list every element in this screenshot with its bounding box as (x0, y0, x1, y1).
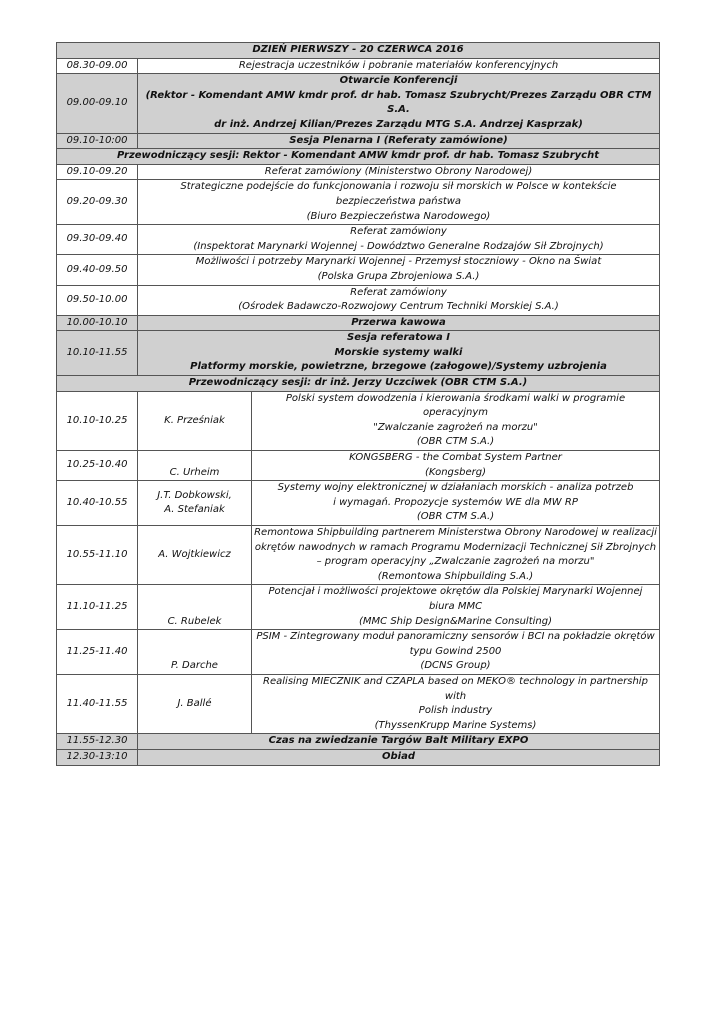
topic-line: typu Gowind 2500 (409, 645, 502, 657)
topic-line: Obiad (382, 750, 415, 762)
time-cell: 12.30-13:10 (57, 749, 138, 765)
time-cell: 11.10-11.25 (57, 585, 138, 630)
talk-row (57, 451, 660, 481)
talk-row (57, 526, 660, 585)
day-title: DZIEŃ PIERWSZY - 20 CZERWCA 2016 (57, 43, 660, 59)
topic-line: (Inspektorat Marynarki Wojennej - Dowództwo Generalne Rodzajów Sił Zbrojnych) (193, 240, 604, 252)
topic-line: biura MMC (428, 600, 483, 612)
time-cell: 10.40-10.55 (57, 481, 138, 526)
topic-line: Realising MIECZNIK and CZAPLA based on MEKO® technology in partnership with (263, 675, 648, 702)
topic-line: (ThyssenKrupp Marine Systems) (374, 719, 537, 731)
topic-line: Referat zamówiony (Ministerstwo Obrony Narodowej) (264, 165, 533, 177)
time-cell: 09.20-09.30 (57, 180, 138, 225)
schedule-row (57, 58, 660, 74)
topic-cell (138, 225, 660, 255)
session-chair: Przewodniczący sesji: dr inż. Jerzy Uczciwek (OBR CTM S.A.) (57, 376, 660, 392)
schedule-row (57, 285, 660, 315)
topic-line: KONGSBERG - the Combat System Partner (349, 452, 562, 464)
time-cell: 09.10-09.20 (57, 164, 138, 180)
topic-line: Możliwości i potrzeby Marynarki Wojennej - Przemysł stoczniowy - Okno na Świat (195, 256, 602, 268)
author-cell: C. Rubelek (138, 585, 252, 630)
schedule-row (57, 255, 660, 285)
topic-line: (Rektor - Komendant AMW kmdr prof. dr hab. Tomasz Szubrycht/Prezes Zarządu OBR CTM S.A. (145, 89, 652, 116)
topic-line: (Ośrodek Badawczo-Rozwojowy Centrum Techniki Morskiej S.A.) (238, 301, 559, 313)
topic-line: Polish industry (418, 705, 493, 717)
session-row (57, 331, 660, 376)
topic-line: Sesja referatowa I (347, 332, 450, 344)
topic-line: Czas na zwiedzanie Targów Balt Military EXPO (268, 735, 529, 747)
topic-cell (138, 164, 660, 180)
topic-line: Platformy morskie, powietrzne, brzegowe (załogowe)/Systemy uzbrojenia (190, 361, 607, 373)
topic-line: Strategiczne podejście do funkcjonowania i rozwoju sił morskich w Polsce w kontekście (180, 181, 617, 193)
talk-row (57, 391, 660, 450)
topic-line: i wymagań. Propozycje systemów WE dla MW RP (333, 496, 578, 508)
topic-cell (252, 391, 660, 450)
time-cell: 09.10-10:00 (57, 133, 138, 149)
topic-cell (252, 585, 660, 630)
topic-line: (OBR CTM S.A.) (416, 436, 495, 448)
topic-cell (138, 315, 660, 331)
time-cell: 09.00-09.10 (57, 74, 138, 133)
time-cell: 09.50-10.00 (57, 285, 138, 315)
schedule-row (57, 180, 660, 225)
topic-cell (252, 481, 660, 526)
talk-row (57, 585, 660, 630)
topic-line: Sesja Plenarna I (Referaty zamówione) (289, 134, 508, 146)
opening-row (57, 74, 660, 133)
session-row (57, 133, 660, 149)
time-cell: 10.10-11.55 (57, 331, 138, 376)
author-cell: A. Wojtkiewicz (138, 526, 252, 585)
topic-cell (138, 180, 660, 225)
topic-cell (138, 74, 660, 133)
author-cell: C. Urheim (138, 451, 252, 481)
time-cell: 10.25-10.40 (57, 451, 138, 481)
chair-row (57, 376, 660, 392)
schedule-row (57, 164, 660, 180)
break-row (57, 315, 660, 331)
time-cell: 08.30-09.00 (57, 58, 138, 74)
topic-line: (OBR CTM S.A.) (416, 511, 495, 523)
topic-line: Systemy wojny elektronicznej w działaniach morskich - analiza potrzeb (277, 482, 634, 494)
time-cell: 11.40-11.55 (57, 674, 138, 733)
topic-line: Remontowa Shipbuilding partnerem Ministerstwa Obrony Narodowej w realizacji (254, 527, 657, 538)
topic-line: dr inż. Andrzej Kilian/Prezes Zarządu MTG S.A. Andrzej Kasprzak) (214, 118, 583, 130)
author-cell: P. Darche (138, 630, 252, 675)
topic-line: (Polska Grupa Zbrojeniowa S.A.) (317, 270, 480, 282)
time-cell: 10.00-10.10 (57, 315, 138, 331)
topic-line: PSIM - Zintegrowany moduł panoramiczny sensorów i BCI na pokładzie okrętów (256, 631, 655, 643)
time-cell: 10.10-10.25 (57, 391, 138, 450)
topic-cell (252, 451, 660, 481)
topic-line: Referat zamówiony (350, 286, 447, 298)
topic-line: (Biuro Bezpieczeństwa Narodowego) (306, 210, 491, 222)
topic-cell (138, 133, 660, 149)
author-line: J.T. Dobkowski, (157, 489, 232, 501)
topic-line: Otwarcie Konferencji (339, 75, 458, 87)
topic-line: Rejestracja uczestników i pobranie materiałów konferencyjnych (238, 59, 559, 71)
topic-cell (138, 285, 660, 315)
topic-line: "Zwalczanie zagrożeń na morzu" (373, 421, 538, 433)
topic-cell (138, 749, 660, 765)
talk-row (57, 481, 660, 526)
topic-line: Potencjał i możliwości projektowe okrętów dla Polskiej Marynarki Wojennej (268, 586, 643, 598)
topic-line: Referat zamówiony (350, 226, 447, 238)
schedule-table (56, 42, 660, 766)
topic-cell (138, 331, 660, 376)
topic-line: Przerwa kawowa (351, 316, 446, 328)
session-chair: Przewodniczący sesji: Rektor - Komendant AMW kmdr prof. dr hab. Tomasz Szubrycht (57, 149, 660, 165)
time-cell: 11.25-11.40 (57, 630, 138, 675)
talk-row (57, 630, 660, 675)
topic-line: – program operacyjny „Zwalczanie zagrożeń na morzu" (316, 556, 595, 568)
topic-cell (138, 58, 660, 74)
author-cell: J. Ballé (138, 674, 252, 733)
topic-line: Polski system dowodzenia i kierowania środkami walki w programie operacyjnym (285, 392, 626, 419)
topic-cell (252, 630, 660, 675)
day-header-row (57, 43, 660, 59)
topic-cell (138, 255, 660, 285)
time-cell: 10.55-11.10 (57, 526, 138, 585)
author-cell (138, 481, 252, 526)
topic-cell (252, 526, 660, 585)
lunch-row (57, 749, 660, 765)
author-cell: K. Prześniak (138, 391, 252, 450)
topic-cell (252, 674, 660, 733)
topic-line: (Kongsberg) (425, 466, 486, 478)
topic-line: Morskie systemy walki (334, 346, 463, 358)
topic-line: bezpieczeństwa państwa (335, 195, 462, 207)
author-line: A. Stefaniak (164, 504, 225, 516)
schedule-row (57, 225, 660, 255)
talk-row (57, 674, 660, 733)
topic-line: (DCNS Group) (420, 660, 491, 672)
time-cell: 11.55-12.30 (57, 734, 138, 750)
topic-line: (MMC Ship Design&Marine Consulting) (359, 615, 552, 627)
time-cell: 09.40-09.50 (57, 255, 138, 285)
expo-visit-row (57, 734, 660, 750)
topic-line: okrętów nawodnych w ramach Programu Modernizacji Technicznej Sił Zbrojnych (254, 541, 657, 553)
time-cell: 09.30-09.40 (57, 225, 138, 255)
topic-line: (Remontowa Shipbuilding S.A.) (377, 570, 534, 582)
chair-row (57, 149, 660, 165)
topic-cell (138, 734, 660, 750)
